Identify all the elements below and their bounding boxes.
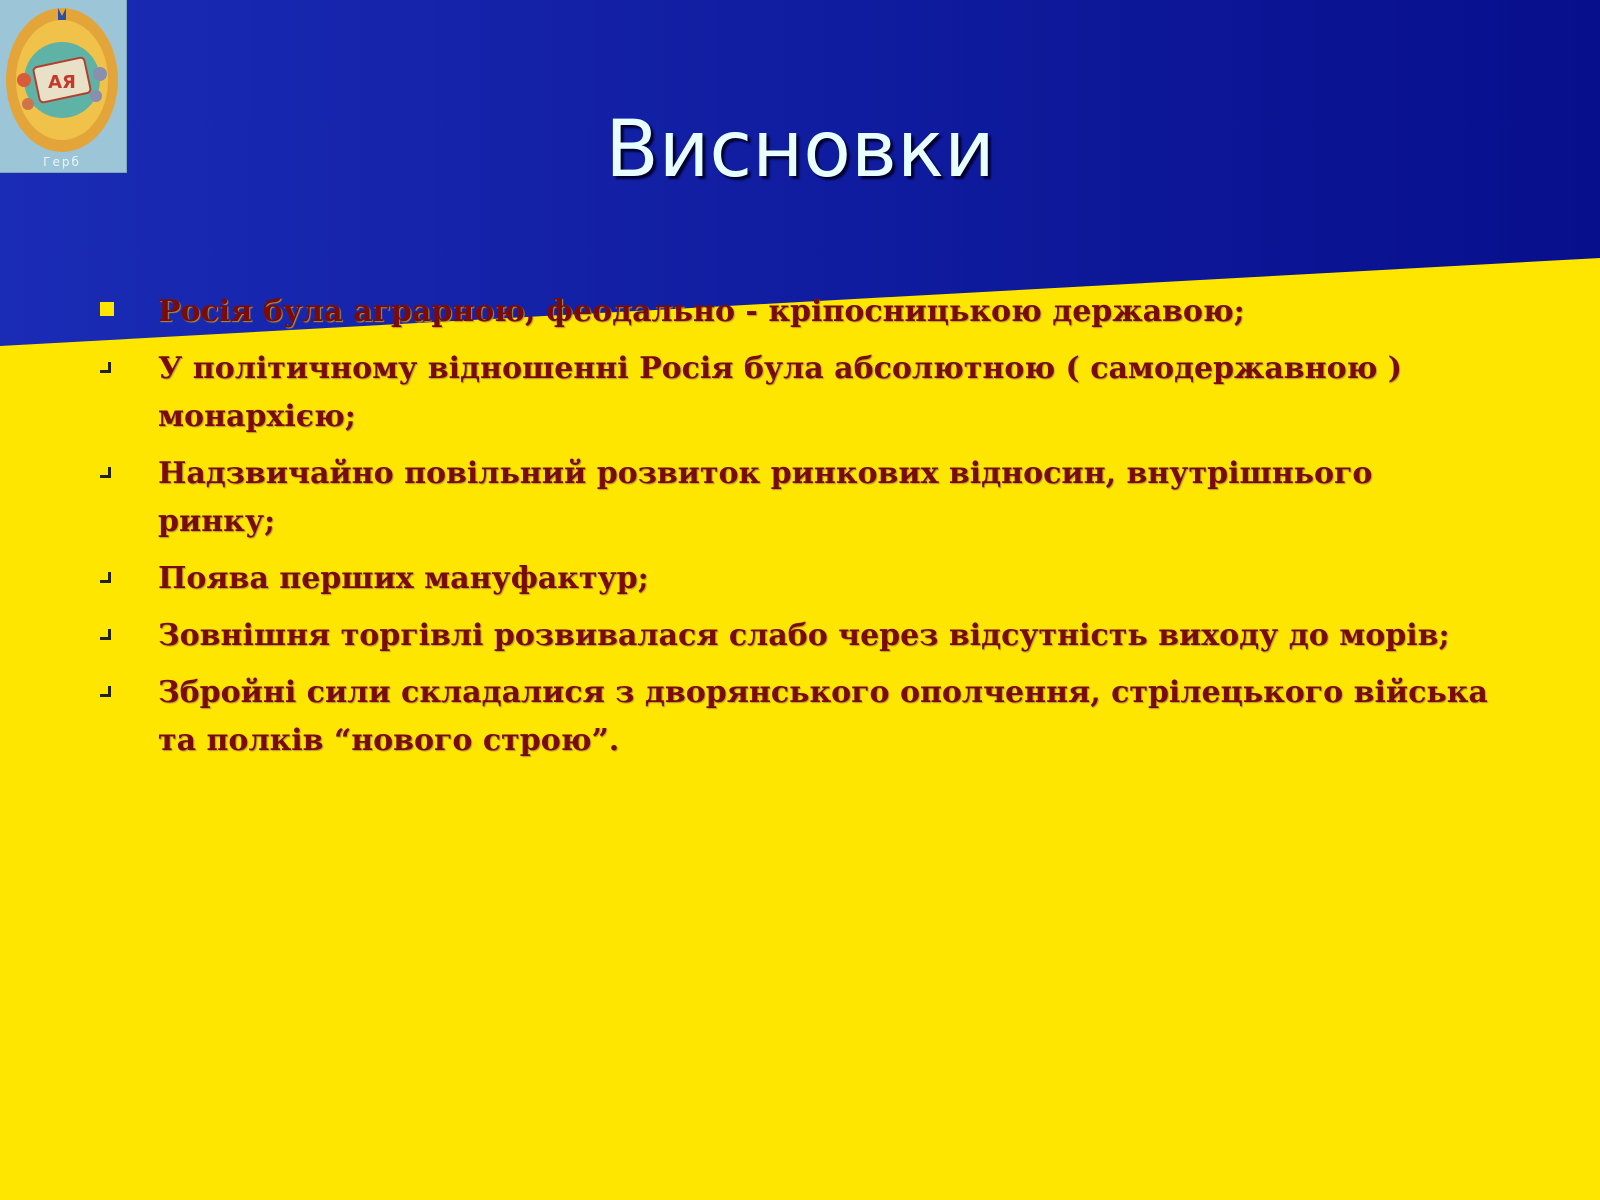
slide-title: Висновки: [605, 105, 995, 195]
svg-text:АЯ: АЯ: [48, 72, 76, 93]
bullet-square-icon: [100, 362, 111, 373]
svg-text:Герб: Герб: [43, 155, 81, 169]
list-item: [98, 288, 1498, 336]
conclusions-list: [98, 288, 1498, 774]
bullet-text: У політичному відношенні Росія була абсолютною ( самодержавною ) монархією;: [158, 351, 1402, 434]
bullet-square-icon: [100, 302, 114, 316]
list-item: [98, 345, 1498, 441]
bullet-text: Зовнішня торгівлі розвивалася слабо через відсутність виходу до морів;: [158, 618, 1450, 653]
bullet-square-icon: [100, 629, 111, 640]
list-item: [98, 669, 1498, 765]
list-item: [98, 555, 1498, 603]
bullet-square-icon: [100, 686, 111, 697]
list-item: [98, 450, 1498, 546]
bullet-text: Росія була аграрною, феодально - кріпосницькою державою;: [158, 294, 1245, 329]
bullet-square-icon: [100, 467, 111, 478]
bullet-text: Поява перших мануфактур;: [158, 561, 649, 596]
list-item: [98, 612, 1498, 660]
bullet-square-icon: [100, 572, 111, 583]
bullet-text: Надзвичайно повільний розвиток ринкових відносин, внутрішнього ринку;: [158, 456, 1373, 539]
bullet-text: Збройні сили складалися з дворянського ополчення, стрілецького війська та полків “нового строю”.: [158, 675, 1488, 758]
